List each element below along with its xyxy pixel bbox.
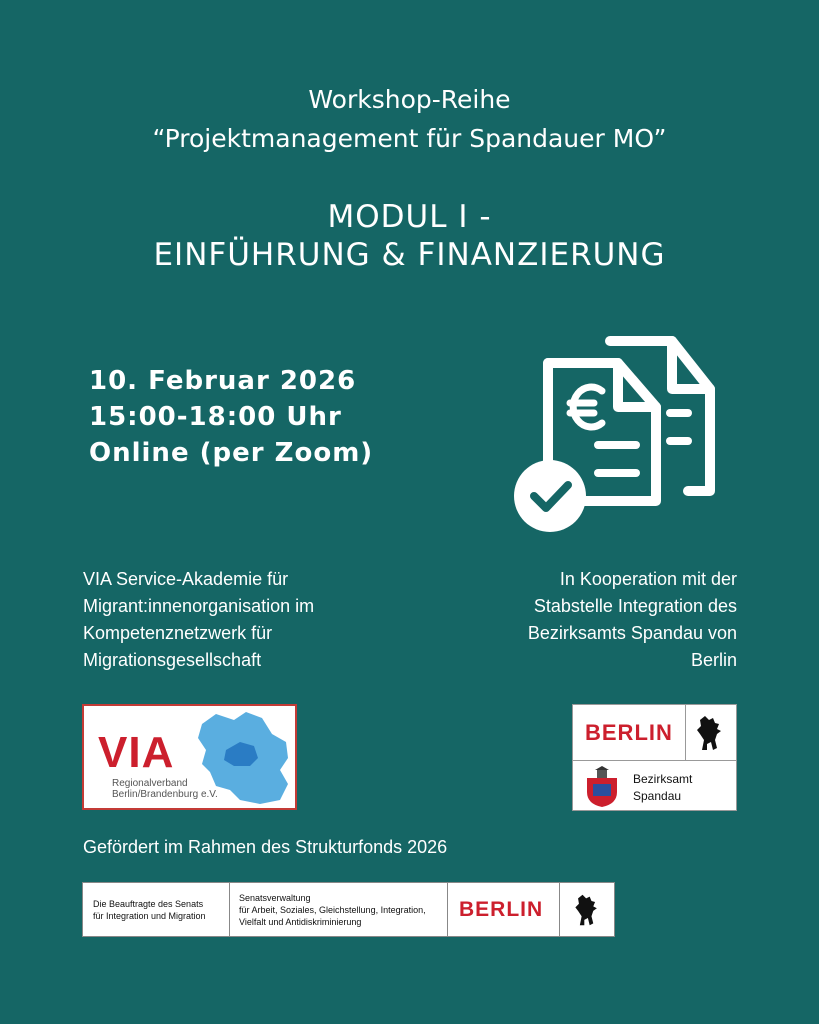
series-title: Workshop-Reihe xyxy=(308,85,511,114)
via-logo xyxy=(82,704,297,810)
coop-line-1: In Kooperation mit der xyxy=(559,569,737,589)
box2-line-1: Senatsverwaltung xyxy=(239,893,311,903)
workshop-title: “Projektmanagement für Spandauer MO” xyxy=(152,124,667,153)
box1-line-1: Die Beauftragte des Senats xyxy=(93,899,204,909)
coop-line-2: Stabstelle Integration des xyxy=(533,596,737,616)
modul-line-2: EINFÜHRUNG & FINANZIERUNG xyxy=(153,237,666,273)
senate-commissioner-text xyxy=(93,898,206,922)
via-line-3: Kompetenznetzwerk für xyxy=(83,623,273,643)
box1-line-2: für Integration und Migration xyxy=(93,911,206,921)
strip-berlin-bear-icon xyxy=(573,893,601,927)
spandau-text: Spandau xyxy=(633,789,682,803)
via-logo-subtitle xyxy=(112,778,218,800)
senate-logo-strip xyxy=(82,882,615,937)
event-date: 10. Februar 2026 xyxy=(89,366,357,396)
via-description xyxy=(83,566,314,674)
modul-line-1: MODUL I - xyxy=(327,199,492,235)
berlin-wordmark: BERLIN xyxy=(585,720,673,745)
event-location: Online (per Zoom) xyxy=(89,438,374,468)
modul-title xyxy=(0,198,819,274)
senate-department-text xyxy=(239,892,426,928)
funding-text: Gefördert im Rahmen des Strukturfonds 2026 xyxy=(83,837,448,857)
berlin-spandau-logo xyxy=(572,704,737,811)
strip-divider-2 xyxy=(447,883,448,936)
berlin-wordmark-cell xyxy=(573,705,686,761)
coop-line-3: Bezirksamts Spandau von xyxy=(527,623,737,643)
strip-divider-1 xyxy=(229,883,230,936)
strip-berlin-wordmark: BERLIN xyxy=(459,898,544,921)
cooperation-description xyxy=(460,566,737,674)
spandau-coat-of-arms-icon xyxy=(583,766,621,808)
spandau-label xyxy=(633,771,692,805)
logo-divider xyxy=(573,760,736,761)
via-line-2: Migrant:innenorganisation im xyxy=(83,596,315,616)
via-sub-1: Regionalverband xyxy=(112,778,188,789)
via-logo-text: VIA xyxy=(98,728,175,777)
box2-line-3: Vielfalt und Antidiskriminierung xyxy=(239,917,362,927)
strip-divider-3 xyxy=(559,883,560,936)
via-line-4: Migrationsgesellschaft xyxy=(83,650,262,670)
coop-line-4: Berlin xyxy=(690,650,737,670)
bezirksamt-text: Bezirksamt xyxy=(633,772,693,786)
event-time: 15:00-18:00 Uhr xyxy=(89,402,342,432)
invoice-euro-check-icon xyxy=(510,333,720,538)
via-sub-2: Berlin/Brandenburg e.V. xyxy=(112,789,218,800)
via-line-1: VIA Service-Akademie für xyxy=(83,569,289,589)
berlin-bear-icon xyxy=(695,714,725,752)
box2-line-2: für Arbeit, Soziales, Gleichstellung, Integration, xyxy=(239,905,426,915)
